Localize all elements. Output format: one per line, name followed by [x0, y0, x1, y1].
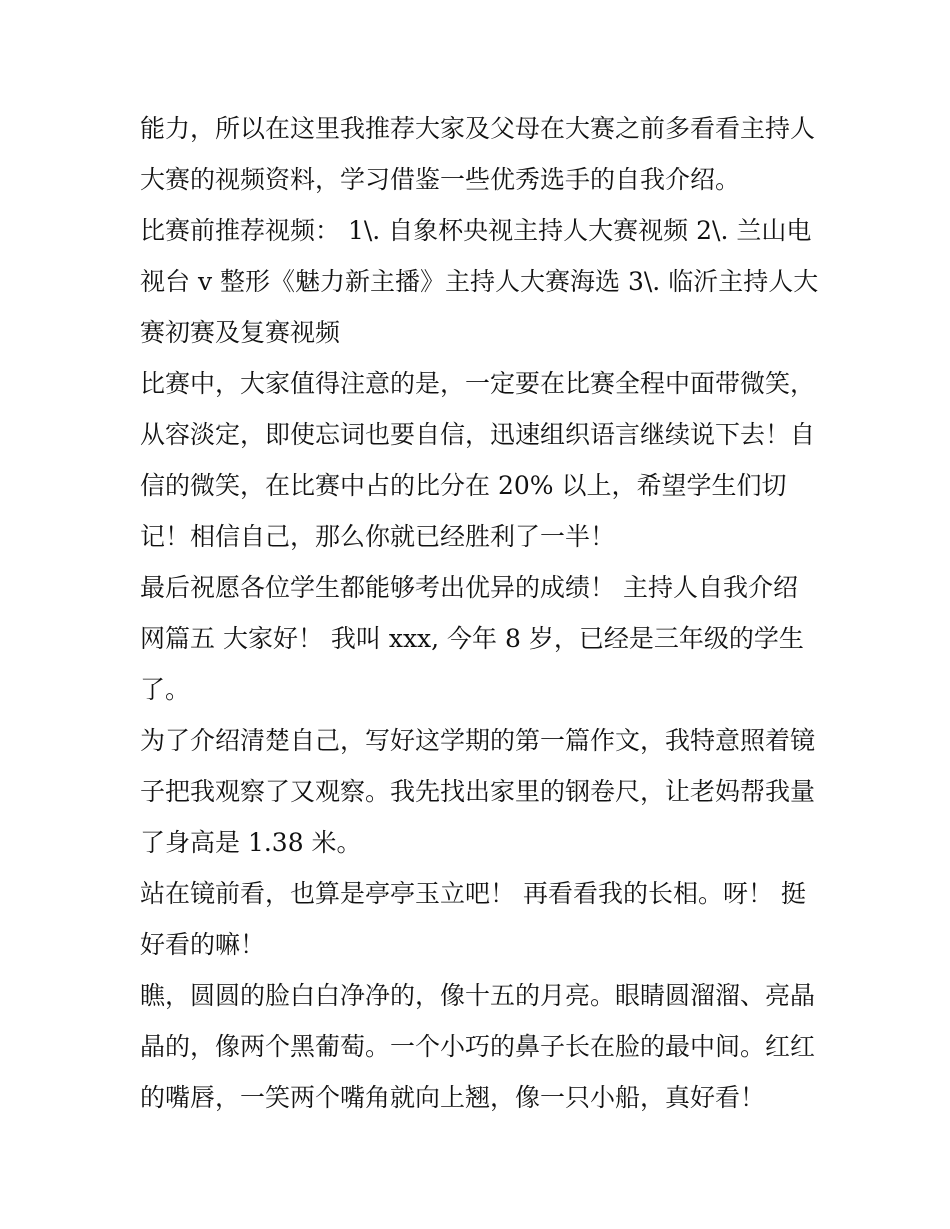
text-line: 好看的嘛！ — [140, 930, 266, 959]
text-line: 比赛前推荐视频： 1\. 自象杯央视主持人大赛视频 2\. 兰山电 — [140, 216, 812, 245]
text-line: 最后祝愿各位学生都能够考出优异的成绩！ 主持人自我介绍 — [140, 573, 798, 602]
text-line: 网篇五 大家好！ 我叫 xxx, 今年 8 岁，已经是三年级的学生 — [140, 624, 804, 653]
text-line: 为了介绍清楚自己，写好这学期的第一篇作文，我特意照着镜 — [140, 726, 816, 755]
text-line: 视台 v 整形《魅力新主播》主持人大赛海选 3\. 临沂主持人大 — [140, 267, 819, 296]
text-line: 大赛的视频资料，学习借鉴一些优秀选手的自我介绍。 — [140, 165, 741, 194]
text-line: 比赛中，大家值得注意的是，一定要在比赛全程中面带微笑， — [140, 369, 816, 398]
text-line: 子把我观察了又观察。我先找出家里的钢卷尺，让老妈帮我量 — [140, 777, 816, 806]
text-line: 赛初赛及复赛视频 — [140, 318, 341, 347]
document-body — [140, 103, 820, 1123]
text-line: 记！相信自己，那么你就已经胜利了一半！ — [140, 522, 616, 551]
text-line: 从容淡定，即使忘词也要自信，迅速组织语言继续说下去！自 — [140, 420, 816, 449]
text-line: 的嘴唇，一笑两个嘴角就向上翘，像一只小船，真好看！ — [140, 1083, 766, 1112]
text-line: 了。 — [140, 675, 191, 704]
text-line: 站在镜前看，也算是亭亭玉立吧！ 再看看我的长相。呀！ 挺 — [140, 879, 806, 908]
text-line: 瞧，圆圆的脸白白净净的，像十五的月亮。眼睛圆溜溜、亮晶 — [140, 981, 816, 1010]
text-line: 能力，所以在这里我推荐大家及父母在大赛之前多看看主持人 — [140, 114, 816, 143]
text-line: 晶的，像两个黑葡萄。一个小巧的鼻子长在脸的最中间。红红 — [140, 1032, 816, 1061]
text-line: 了身高是 1.38 米。 — [140, 828, 362, 857]
text-line: 信的微笑，在比赛中占的比分在 20% 以上，希望学生们切 — [140, 471, 787, 500]
